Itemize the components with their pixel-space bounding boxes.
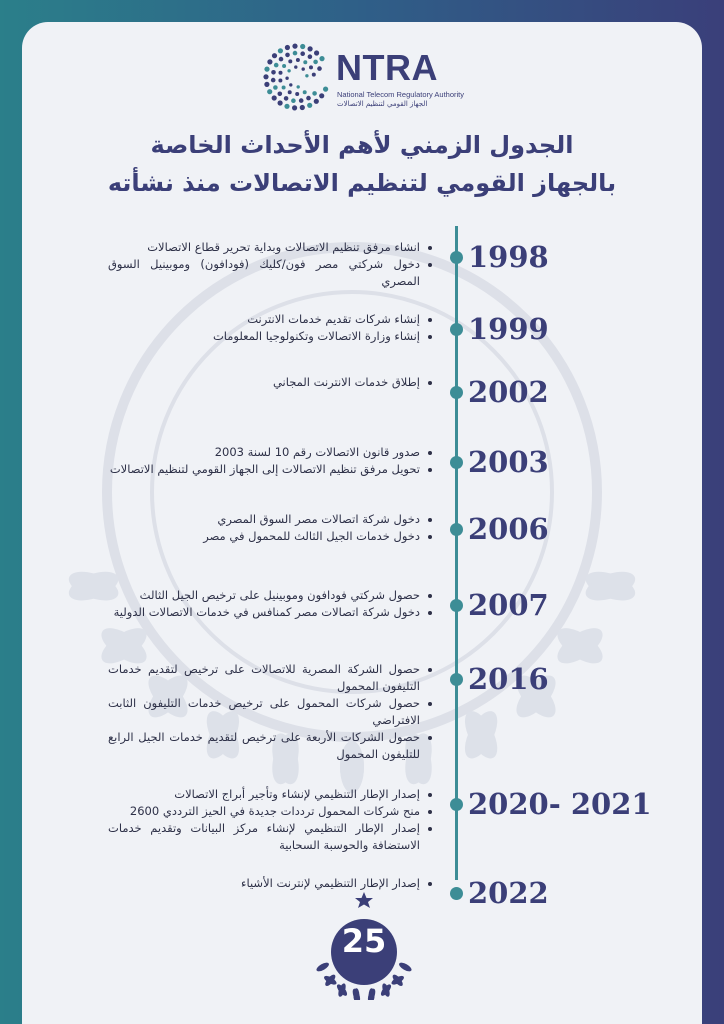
timeline-year: 1998 (468, 240, 549, 274)
logo-english-name: National Telecom Regulatory Authority (337, 90, 465, 99)
anniversary-badge (314, 890, 414, 1000)
event-list (108, 661, 434, 763)
timeline-dot (450, 599, 463, 612)
event-item: دخول خدمات الجيل الثالث للمحمول في مصر (108, 528, 434, 545)
title-line-2: بالجهاز القومي لتنظيم الاتصالات منذ نشأته (107, 169, 617, 197)
event-item: حصول الشركات الأربعة على ترخيص لتقديم خدمات الجيل الرابع للتليفون المحمول (108, 729, 434, 763)
timeline-dot (450, 523, 463, 536)
logo-wordmark: NTRA (336, 47, 438, 88)
ntra-logo (262, 42, 472, 122)
event-item: إنشاء وزارة الاتصالات وتكنولوجيا المعلومات (108, 328, 434, 345)
event-item: إصدار الإطار التنظيمي لإنترنت الأشياء (108, 875, 434, 892)
event-item: دخول شركة اتصالات مصر السوق المصري (108, 511, 434, 528)
timeline-dot (450, 887, 463, 900)
timeline-dot (450, 456, 463, 469)
event-list (108, 511, 434, 545)
event-list (108, 311, 434, 345)
event-item: حصول الشركة المصرية للاتصالات على ترخيص لتقديم خدمات التليفون المحمول (108, 661, 434, 695)
event-item: تحويل مرفق تنظيم الاتصالات إلى الجهاز القومي لتنظيم الاتصالات (108, 461, 434, 478)
event-list (108, 587, 434, 621)
timeline-dot (450, 386, 463, 399)
timeline-year: 2022 (468, 876, 549, 910)
timeline-year: 2003 (468, 445, 549, 479)
event-item: إصدار الإطار التنظيمي لإنشاء وتأجير أبراج الاتصالات (108, 786, 434, 803)
logo-arabic-name: الجهاز القومي لتنظيم الاتصالات (337, 100, 428, 108)
infographic-card (22, 22, 702, 1024)
title-line-1: الجدول الزمني لأهم الأحداث الخاصة (150, 131, 574, 159)
badge-number: 25 (341, 922, 387, 960)
event-item: دخول شركتي مصر فون/كليك (فودافون) وموبينيل السوق المصري (108, 256, 434, 290)
timeline-year: 2006 (468, 512, 549, 546)
ntra-dots-icon (262, 42, 332, 112)
timeline-year: 2007 (468, 588, 549, 622)
timeline-year: 2016 (468, 662, 549, 696)
event-item: صدور قانون الاتصالات رقم 10 لسنة 2003 (108, 444, 434, 461)
timeline-dot (450, 673, 463, 686)
event-item: إنشاء شركات تقديم خدمات الانترنت (108, 311, 434, 328)
timeline-dot (450, 798, 463, 811)
event-list (108, 374, 434, 391)
event-item: حصول شركات المحمول على ترخيص خدمات التليفون الثابت الافتراضي (108, 695, 434, 729)
page-title (62, 126, 662, 202)
event-item: إطلاق خدمات الانترنت المجاني (108, 374, 434, 391)
event-item: انشاء مرفق تنظيم الاتصالات وبداية تحرير قطاع الاتصالات (108, 239, 434, 256)
event-list (108, 786, 434, 854)
event-list (108, 444, 434, 478)
event-list (108, 239, 434, 290)
timeline-dot (450, 251, 463, 264)
event-item: حصول شركتي فودافون وموبينيل على ترخيص الجيل الثالث (108, 587, 434, 604)
event-item: منح شركات المحمول ترددات جديدة في الحيز الترددي 2600 (108, 803, 434, 820)
timeline-year: 2020- 2021 (468, 787, 652, 821)
event-item: دخول شركة اتصالات مصر كمنافس في خدمات الاتصالات الدولية (108, 604, 434, 621)
timeline-dot (450, 323, 463, 336)
event-item: إصدار الإطار التنظيمي لإنشاء مركز البيانات وتقديم خدمات الاستضافة والحوسبة السحابية (108, 820, 434, 854)
timeline-year: 1999 (468, 312, 549, 346)
timeline-year: 2002 (468, 375, 549, 409)
